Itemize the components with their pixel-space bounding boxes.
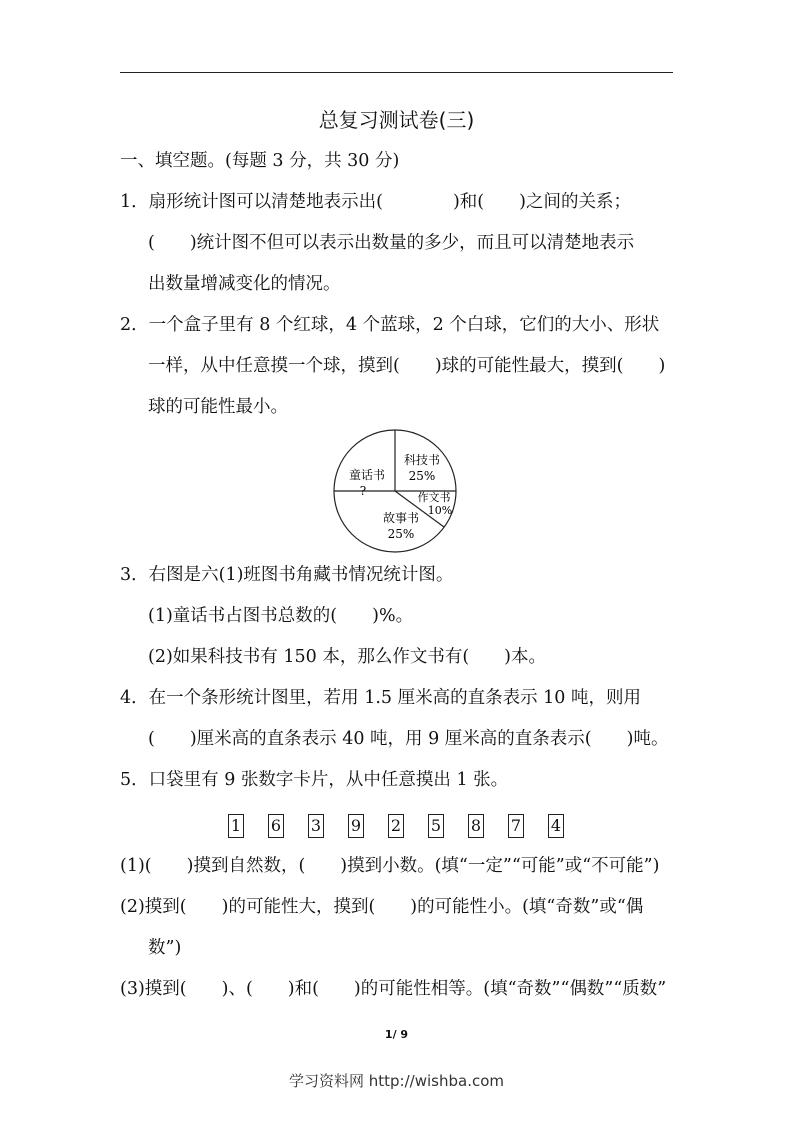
number-card: 6: [268, 814, 284, 838]
q5-line1: 5．口袋里有 9 张数字卡片，从中任意摸出 1 张。: [120, 770, 509, 790]
q2-line3: 球的可能性最小。: [148, 397, 288, 417]
pie-label-keji: 科技书: [403, 453, 441, 467]
q1-line1: 1．扇形统计图可以清楚地表示出( )和( )之间的关系；: [120, 192, 631, 212]
pie-label-zuowen: 作文书: [417, 491, 451, 504]
q3-line1: 3．右图是六(1)班图书角藏书情况统计图。: [120, 565, 454, 585]
header-rule: [120, 72, 673, 73]
number-card: 3: [308, 814, 324, 838]
number-card: 5: [428, 814, 444, 838]
number-card: 9: [348, 814, 364, 838]
pie-label-tonghua: 童话书: [348, 468, 386, 482]
number-card: 1: [228, 814, 244, 838]
number-card: 8: [468, 814, 484, 838]
pie-chart: [330, 428, 460, 558]
page-number: 1/ 9: [384, 1028, 409, 1041]
pie-value-zuowen: 10%: [427, 504, 453, 517]
q5-part1: (1)( )摸到自然数，( )摸到小数。(填“一定”“可能”或“不可能”): [120, 856, 660, 876]
pie-value-tonghua: ?: [359, 484, 367, 498]
q5-part2: (2)摸到( )的可能性大，摸到( )的可能性小。(填“奇数”或“偶: [120, 897, 644, 917]
page-title: 总复习测试卷(三): [318, 108, 475, 132]
pie-label-gushi: 故事书: [382, 511, 420, 525]
q1-line3: 出数量增减变化的情况。: [148, 274, 341, 294]
q3-part2: (2)如果科技书有 150 本，那么作文书有( )本。: [148, 647, 546, 667]
section-heading: 一、填空题。(每题 3 分，共 30 分): [120, 151, 400, 171]
number-card: 4: [548, 814, 564, 838]
q4-line2: ( )厘米高的直条表示 40 吨，用 9 厘米高的直条表示( )吨。: [148, 729, 669, 749]
q5-part2-cont: 数”): [148, 938, 182, 958]
q3-part1: (1)童话书占图书总数的( )%。: [148, 606, 414, 626]
footer-watermark: 学习资料网 http://wishba.com: [289, 1072, 504, 1090]
q5-part3: (3)摸到( )、( )和( )的可能性相等。(填“奇数”“偶数”“质数”: [120, 979, 667, 999]
pie-value-keji: 25%: [408, 469, 436, 483]
q4-line1: 4．在一个条形统计图里，若用 1.5 厘米高的直条表示 10 吨，则用: [120, 688, 641, 708]
number-card: 7: [508, 814, 524, 838]
q2-line2: 一样，从中任意摸一个球，摸到( )球的可能性最大，摸到( ): [148, 356, 666, 376]
pie-value-gushi: 25%: [387, 527, 415, 541]
q2-line1: 2．一个盒子里有 8 个红球，4 个蓝球，2 个白球，它们的大小、形状: [120, 315, 660, 335]
number-card: 2: [388, 814, 404, 838]
q1-line2: ( )统计图不但可以表示出数量的多少，而且可以清楚地表示: [148, 233, 635, 253]
